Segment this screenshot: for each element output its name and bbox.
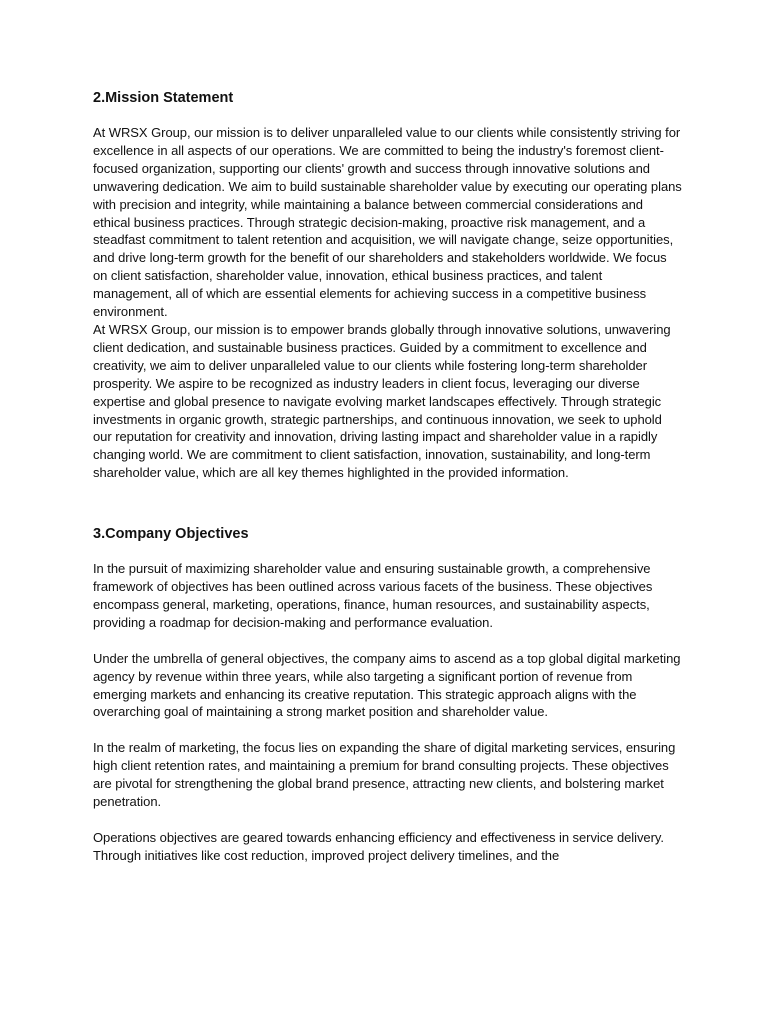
objectives-heading: 3.Company Objectives xyxy=(93,526,249,543)
mission-heading: 2.Mission Statement xyxy=(93,90,234,106)
objectives-section xyxy=(93,524,683,865)
objectives-paragraph-2: Under the umbrella of general objectives, the company aims to ascend as a top global digital marketing agency by revenue within three years, while also targeting a significant portion of revenue from emerging markets and enhancing its creative reputation. This strategic approach aligns with the overarching goal of maintaining a strong market position and shareholder value. xyxy=(93,650,681,720)
objectives-paragraph-1: In the pursuit of maximizing shareholder value and ensuring sustainable growth, a comprehensive framework of objectives has been outlined across various facets of the business. These objectives encompass general, marketing, operations, finance, human resources, and sustainability aspects, providing a roadmap for decision-making and performance evaluation. xyxy=(93,561,653,630)
mission-section xyxy=(93,88,683,482)
document-page xyxy=(93,88,683,883)
objectives-paragraph-4: Operations objectives are geared towards enhancing efficiency and effectiveness in service delivery. Through initiatives like cost reduction, improved project delivery timelines, and the xyxy=(93,830,664,863)
objectives-paragraph-3: In the realm of marketing, the focus lies on expanding the share of digital marketing services, ensuring high client retention rates, and maintaining a premium for brand consulting projects. These objectives are pivotal for strengthening the global brand presence, attracting new clients, and bolstering market penetration. xyxy=(93,740,676,810)
mission-paragraph-1: At WRSX Group, our mission is to deliver unparalleled value to our clients while consistently striving for excellence in all aspects of our operations. We are committed to being the industry's foremost client-focused organization, supporting our clients' growth and success through innovative solutions and unwavering dedication. We aim to build sustainable shareholder value by executing our operating plans with precision and integrity, while maintaining a balance between commercial considerations and ethical business practices. Through strategic decision-making, proactive risk management, and a steadfast commitment to talent retention and acquisition, we will navigate change, seize opportunities, and drive long-term growth for the benefit of our shareholders and stakeholders worldwide. We focus on client satisfaction, shareholder value, innovation, ethical business practices, and talent management, all of which are essential elements for achieving success in a competitive business environment. xyxy=(93,125,682,320)
mission-paragraph-2: At WRSX Group, our mission is to empower brands globally through innovative solutions, unwavering client dedication, and sustainable business practices. Guided by a commitment to excellence and creativity, we aim to deliver unparalleled value to our clients while fostering long-term shareholder prosperity. We aspire to be recognized as industry leaders in client focus, leveraging our diverse expertise and global presence to navigate evolving market landscapes effectively. Through strategic investments in organic growth, strategic partnerships, and continuous innovation, we seek to uphold our reputation for creativity and innovation, driving lasting impact and shareholder value in a rapidly changing world. We are commitment to client satisfaction, innovation, sustainability, and long-term shareholder value, which are all key themes highlighted in the provided information. xyxy=(93,321,671,481)
